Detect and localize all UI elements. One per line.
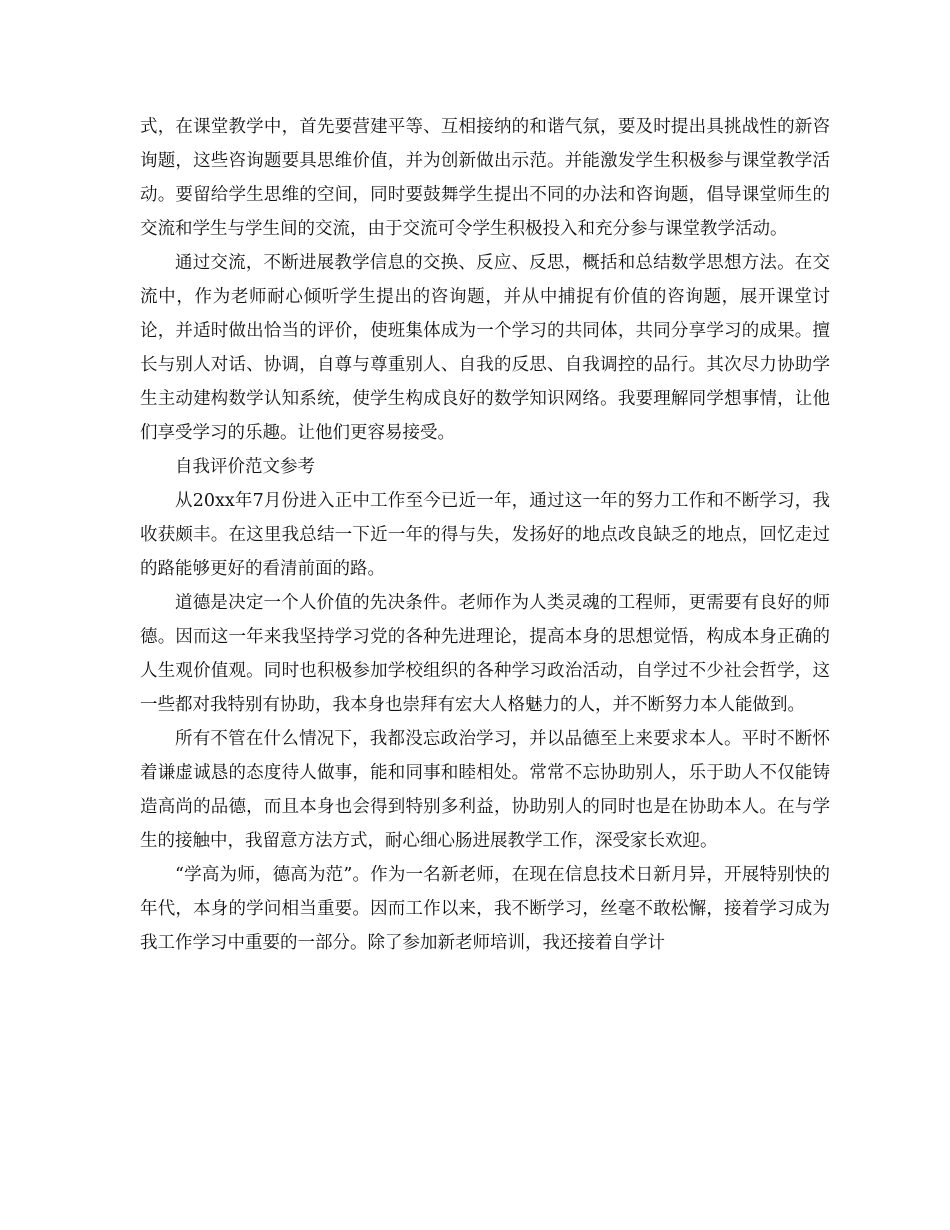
- paragraph-intro: 从20xx年7月份进入正中工作至今已近一年，通过这一年的努力工作和不断学习，我收获颇丰。在这里我总结一下近一年的得与失，发扬好的地点改良缺乏的地点，回忆走过的路能够更好的看清前面的路。: [140, 491, 830, 579]
- paragraph-morality: 道德是决定一个人价值的先决条件。老师作为人类灵魂的工程师，更需要有良好的师德。因而这一年来我坚持学习党的各种先进理论，提高本身的思想觉悟，构成本身正确的人生观价值观。同时也积极参加学校组织的各种学习政治活动，自学过不少社会哲学，这一些都对我特别有协助，我本身也崇拜有宏大人格魅力的人，并不断努力本人能做到。: [140, 593, 830, 715]
- paragraph-conduct: 所有不管在什么情况下，我都没忘政治学习，并以品德至上来要求本人。平时不断怀着谦虚诚恳的态度待人做事，能和同事和睦相处。常常不忘协助别人，乐于助人不仅能铸造高尚的品德，而且本身也会得到特别多利益，协助别人的同时也是在协助本人。在与学生的接触中，我留意方法方式，耐心细心肠进展教学工作，深受家长欢迎。: [140, 729, 830, 851]
- section-heading: 自我评价范文参考: [175, 457, 315, 477]
- paragraph-learning: “学高为师，德高为范”。作为一名新老师，在现在信息技术日新月异，开展特别快的年代，本身的学问相当重要。因而工作以来，我不断学习，丝毫不敢松懈，接着学习成为我工作学习中重要的一部分。除了参加新老师培训，我还接着自学计: [140, 865, 830, 953]
- document-body: [140, 110, 830, 960]
- paragraph-continued: 式，在课堂教学中，首先要营建平等、互相接纳的和谐气氛，要及时提出具挑战性的新咨询题，这些咨询题要具思维价值，并为创新做出示范。并能激发学生积极参与课堂教学活动。要留给学生思维的空间，同时要鼓舞学生提出不同的办法和咨询题，倡导课堂师生的交流和学生与学生间的交流，由于交流可令学生积极投入和充分参与课堂教学活动。: [140, 117, 830, 239]
- paragraph-communication: 通过交流，不断进展教学信息的交换、反应、反思，概括和总结数学思想方法。在交流中，作为老师耐心倾听学生提出的咨询题，并从中捕捉有价值的咨询题，展开课堂讨论，并适时做出恰当的评价，使班集体成为一个学习的共同体，共同分享学习的成果。擅长与别人对话、协调，自尊与尊重别人、自我的反思、自我调控的品行。其次尽力协助学生主动建构数学认知系统，使学生构成良好的数学知识网络。我要理解同学想事情，让他们享受学习的乐趣。让他们更容易接受。: [140, 253, 830, 443]
